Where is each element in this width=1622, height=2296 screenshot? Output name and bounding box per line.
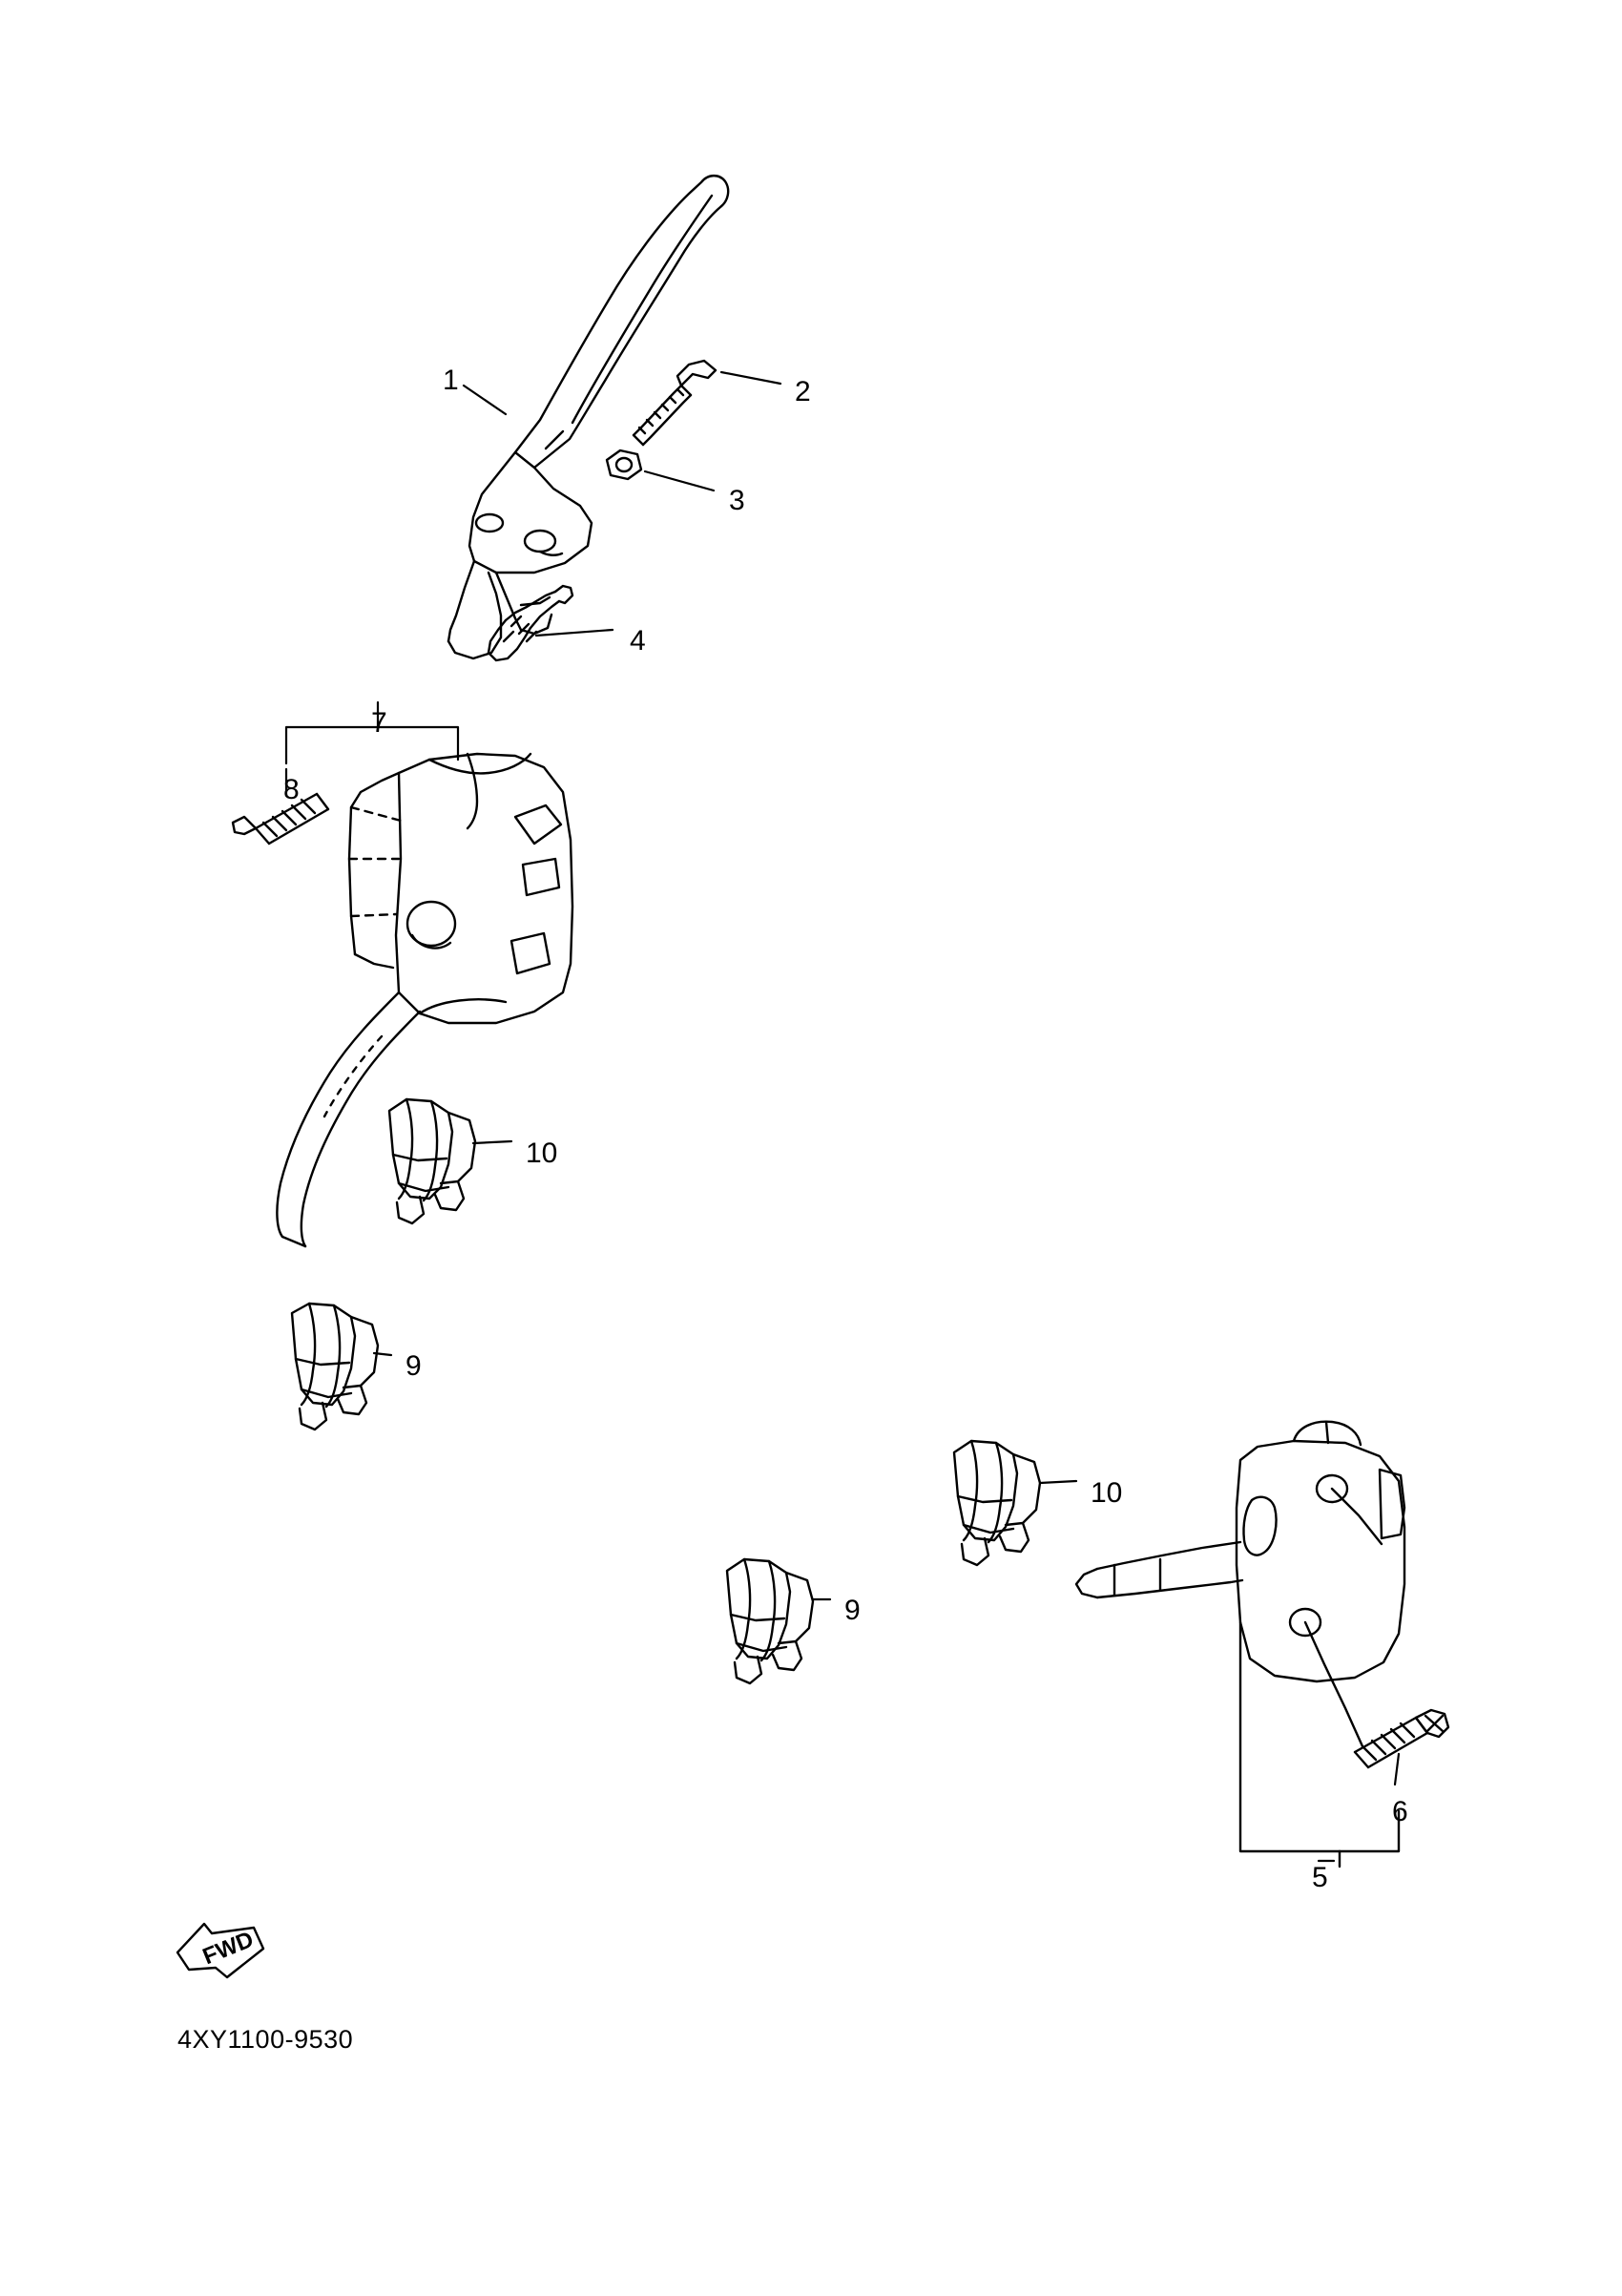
callout-3: 3 — [729, 485, 745, 516]
callout-10-lower: 10 — [1091, 1477, 1123, 1509]
right-switch-screw — [1355, 1710, 1448, 1767]
callout-5: 5 — [1312, 1862, 1328, 1893]
lever-nut — [607, 450, 641, 479]
left-switch-screw — [233, 794, 328, 844]
brake-lever-drawing — [448, 176, 728, 660]
clamp-9-upper-drawing — [292, 1304, 378, 1430]
callout-10-upper: 10 — [526, 1138, 558, 1169]
left-switch-assembly-drawing — [233, 754, 572, 1246]
clamp-10-upper-drawing — [389, 1099, 475, 1223]
part-code-label: 4XY1100-9530 — [177, 2025, 354, 2054]
leader-lines — [286, 372, 1399, 1861]
callout-4: 4 — [630, 625, 646, 657]
callout-6: 6 — [1392, 1796, 1408, 1827]
callout-8: 8 — [283, 774, 300, 805]
callout-9-lower: 9 — [844, 1595, 861, 1626]
callout-1: 1 — [443, 365, 459, 396]
clamp-9-lower-drawing — [727, 1559, 813, 1683]
lever-bolt — [634, 361, 716, 445]
callout-9-upper: 9 — [406, 1350, 422, 1382]
callout-7: 7 — [371, 707, 387, 739]
fwd-direction-label: FWD — [198, 1926, 258, 1971]
clamp-10-lower-drawing — [954, 1441, 1040, 1565]
callout-2: 2 — [795, 376, 811, 407]
